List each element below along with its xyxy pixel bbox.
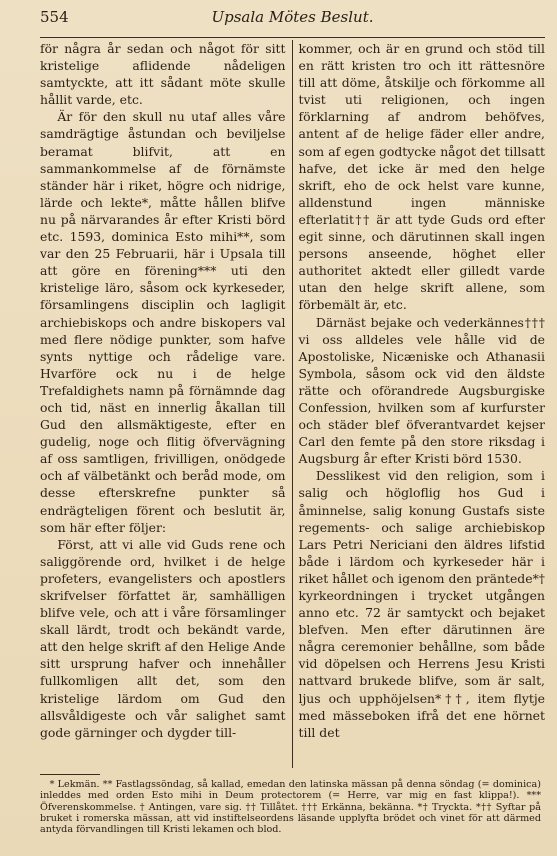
footnote-text: * Lekmän. ** Fastlagssöndag, så kallad, emedan den latinska mässan på denna söndag (= dominica) inleddes med orden Esto mihi in Deum protectorem (= Herre, var mig en fast klippa!). *** Öfverenskommelse. † Antingen, vare sig. †† Tillåtet. ††† Erkänna, bekänna. *† Tryckta. *†† Syftar på bruket i romerska mässan, att vid instiftelseordens läsande upplyfta brödet och vinet för att därmed antyda förvandlingen till Kristi lekamen och blod. <box>40 779 541 836</box>
paragraph: Desslikest vid den religion, som i salig och högloflig hos Gud i åminnelse, salig konung Gustafs siste regements- och salige archiebiskop Lars Petri Nericiani den äldres lifstid både i lärdom och kyrkeseder här i riket hållet och igenom den präntede*† kyrkeordningen i trycket utgången anno etc. 72 är samtyckt och bejaket blefven. Men efter därutinnen äre några ceremonier behållne, som både vid döpelsen och Herrens Jesu Kristi nattvard brukede blifve, som är salt, ljus och upphöjelsen*††, item flytje med mässeboken ifrå det ene hörnet till det <box>298 468 545 740</box>
left-column <box>40 40 293 768</box>
running-title: Upsala Mötes Beslut. <box>211 8 374 26</box>
right-column <box>293 40 546 768</box>
page-number: 554 <box>40 8 69 26</box>
text-columns <box>40 40 545 768</box>
footnotes <box>40 779 541 835</box>
paragraph: Är för den skull nu utaf alles våre samdrägtige åstundan och beviljelse beramat blifvit, att en sammankommelse af de förnämste ständer här i riket, högre och nidrige, lärde och lekte*, måtte hållen blifve nu på närvarandes år efter Kristi börd etc. 1593, dominica Esto mihi**, som var den 25 Februarii, här i Upsala till att göre en förening*** uti den kristelige läro, såsom ock kyrkeseder, församlingens disciplin och lagligit archiebiskops och andre biskopers val med flere nödige punkter, som hafve synts nyttige och rådelige vare. Hvarföre ock nu i de helge Trefaldighets namn på förnämnde dag och tid, näst en innerlig åkallan till Gud den allsmäktigeste, efter en gudelig, noge och flitig öfvervägning af oss samtligen, frivilligen, onödgede och af välbetänkt och beråd mode, om desse efterskrefne punkter så endrägteligen förent och beslutit är, som här efter följer: <box>40 109 286 535</box>
paragraph: Först, att vi alle vid Guds rene och saliggörende ord, hvilket i de helge profeters, evangelisters och apostlers skrifvelser författet är, samhälligen blifve vele, och att i våre församlinger skall lärdt, trodt och bekändt varde, att den helge skrift af den Helige Ande sitt ursprung hafver och innehåller fullkomligen allt det, som den kristelige lärdom om Gud den allsvåldigeste och vår salighet samt gode gärninger och dygder till- <box>40 536 286 740</box>
footnote-divider <box>40 774 100 775</box>
running-header <box>40 8 545 38</box>
paragraph: för några år sedan och något för sitt kristelige aflidende nådeligen samtyckte, att itt sådant möte skulle hållit varde, etc. <box>40 41 286 108</box>
paragraph: Därnäst bejake och vederkännes††† vi oss alldeles vele hålle vid de Apostoliske, Nicæniske och Athanasii Symbola, såsom ock vid den äldste rätte och oförandrede Augsburgiske Confession, hvilken som af kurfurster och städer blef öfverantvardet kejser Carl den femte på den store riksdag i Augsburg år efter Kristi börd 1530. <box>298 314 545 467</box>
paragraph: kommer, och är en grund och stöd till en rätt kristen tro och itt rättesnöre till att döme, åtskilje och förkomme all tvist uti religionen, och ingen förklarning af androm behöfves, antent af de helige fäder eller andre, som af egen godtycke något det tillsatt hafve, det icke är med den helge skrift, eho de ock helst vare kunne, alldenstund ingen människe efterlatit†† är att tyde Guds ord efter egit sinne, och därutinnen skall ingen persons anseende, höghet eller authoritet aktedt eller gilledt varde utan den helge skrift allene, som förbemält är, etc. <box>298 41 545 313</box>
